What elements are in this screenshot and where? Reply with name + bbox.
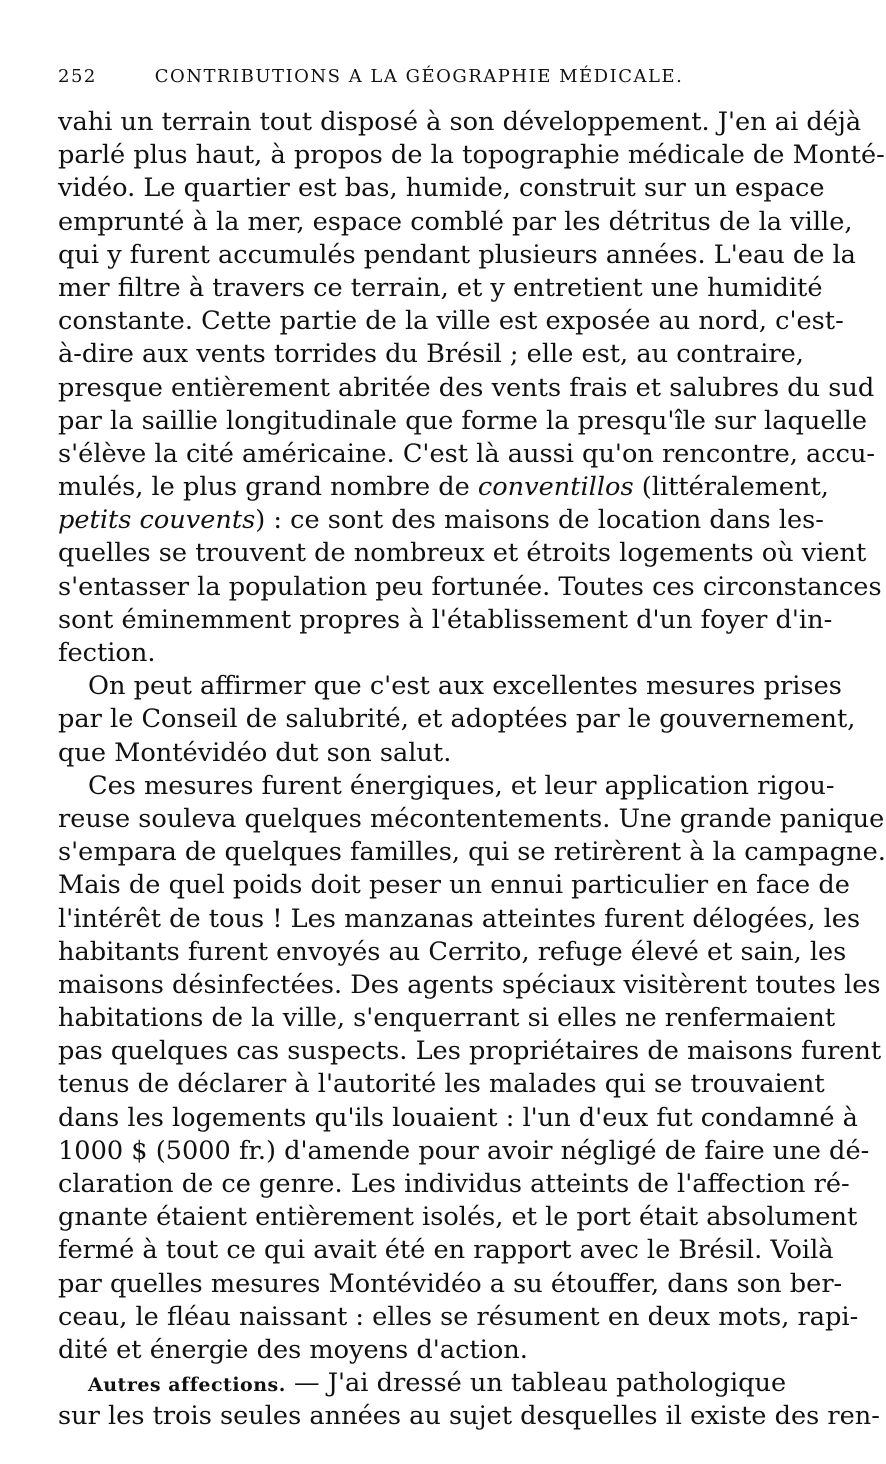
running-head: CONTRIBUTIONS A LA GÉOGRAPHIE MÉDICALE.: [154, 66, 684, 87]
paragraph-2: [58, 670, 856, 770]
text-line: habitations de la ville, s'enquerrant si elles ne renfermaient: [58, 1003, 836, 1034]
text-line: [58, 1367, 787, 1400]
text-line: [58, 471, 829, 504]
text-line: 1000 $ (5000 fr.) d'amende pour avoir négligé de faire une dé-: [58, 1135, 870, 1166]
text-line: par le Conseil de salubrité, et adoptées par le gouvernement,: [58, 704, 856, 735]
text-line: maisons désinfectées. Des agents spéciaux visitèrent toutes les: [58, 969, 881, 1000]
text-line: On peut affirmer que c'est aux excellentes mesures prises: [88, 671, 842, 702]
text-line: qui y furent accumulés pendant plusieurs années. L'eau de la: [58, 239, 856, 270]
paragraph-1: [58, 106, 885, 670]
text-line: quelles se trouvent de nombreux et étroits logements où vient: [58, 538, 867, 569]
text-line: sur les trois seules années au sujet desquelles il existe des ren-: [58, 1401, 880, 1432]
text-line: presque entièrement abritée des vents frais et salubres du sud: [58, 372, 875, 403]
text-line: s'empara de quelques familles, qui se retirèrent à la campagne.: [58, 837, 886, 868]
text-segment: — J'ai dressé un tableau pathologique: [285, 1368, 787, 1399]
text-line: par la saillie longitudinale que forme la presqu'île sur laquelle: [58, 405, 868, 436]
text-line: s'entasser la population peu fortunée. Toutes ces circonstances: [58, 571, 882, 602]
text-line: parlé plus haut, à propos de la topographie médicale de Monté-: [58, 140, 885, 171]
paragraph-4: [58, 1367, 880, 1433]
text-line: fection.: [58, 638, 156, 668]
text-line: habitants furent envoyés au Cerrito, refuge élevé et sain, les: [58, 936, 847, 967]
text-line: mer filtre à travers ce terrain, et y entretient une humidité: [58, 272, 823, 303]
text-line: sont éminemment propres à l'établissement d'un foyer d'in-: [58, 604, 833, 635]
text-segment: ) : ce sont des maisons de location dans les-: [255, 505, 824, 536]
text-line: s'élève la cité américaine. C'est là aussi qu'on rencontre, accu-: [58, 438, 876, 469]
text-line: dité et énergie des moyens d'action.: [58, 1334, 528, 1365]
text-line: ceau, le fléau naissant : elles se résument en deux mots, rapi-: [58, 1301, 859, 1332]
text-line: claration de ce genre. Les individus atteints de l'affection ré-: [58, 1169, 850, 1199]
body-text: [58, 106, 886, 1434]
text-line: que Montévidéo dut son salut.: [58, 737, 452, 768]
text-line: par quelles mesures Montévidéo a su étouffer, dans son ber-: [58, 1268, 843, 1299]
text-line: vidéo. Le quartier est bas, humide, construit sur un espace: [58, 173, 825, 204]
page-number: 252: [58, 66, 97, 87]
text-line: dans les logements qu'ils louaient : l'un d'eux fut condamné à: [58, 1102, 858, 1133]
text-line: l'intérêt de tous ! Les manzanas atteintes furent délogées, les: [58, 903, 861, 934]
text-line: à-dire aux vents torrides du Brésil ; elle est, au contraire,: [58, 339, 804, 370]
text-line: gnante étaient entièrement isolés, et le port était absolument: [58, 1202, 858, 1233]
text-line: emprunté à la mer, espace comblé par les détritus de la ville,: [58, 206, 853, 237]
text-line: constante. Cette partie de la ville est exposée au nord, c'est-: [58, 306, 844, 337]
text-line: tenus de déclarer à l'autorité les malades qui se trouvaient: [58, 1069, 825, 1100]
text-line: pas quelques cas suspects. Les propriétaires de maisons furent: [58, 1036, 882, 1067]
section-heading: Autres affections.: [88, 1374, 286, 1397]
text-segment: (littéralement,: [633, 472, 829, 503]
text-line: Ces mesures furent énergiques, et leur application rigou-: [88, 770, 835, 801]
text-line: [58, 504, 824, 537]
text-segment: mulés, le plus grand nombre de: [58, 472, 478, 503]
paragraph-3: [58, 770, 886, 1367]
text-line: Mais de quel poids doit peser un ennui particulier en face de: [58, 870, 850, 901]
text-line: fermé à tout ce qui avait été en rapport avec le Brésil. Voilà: [58, 1235, 834, 1266]
italic-term: petits couvents: [58, 505, 256, 536]
text-line: reuse souleva quelques mécontentements. Une grande panique: [58, 803, 885, 834]
text-line: vahi un terrain tout disposé à son développement. J'en ai déjà: [58, 107, 862, 137]
italic-term: conventillos: [477, 472, 634, 503]
page-header: [58, 66, 770, 106]
